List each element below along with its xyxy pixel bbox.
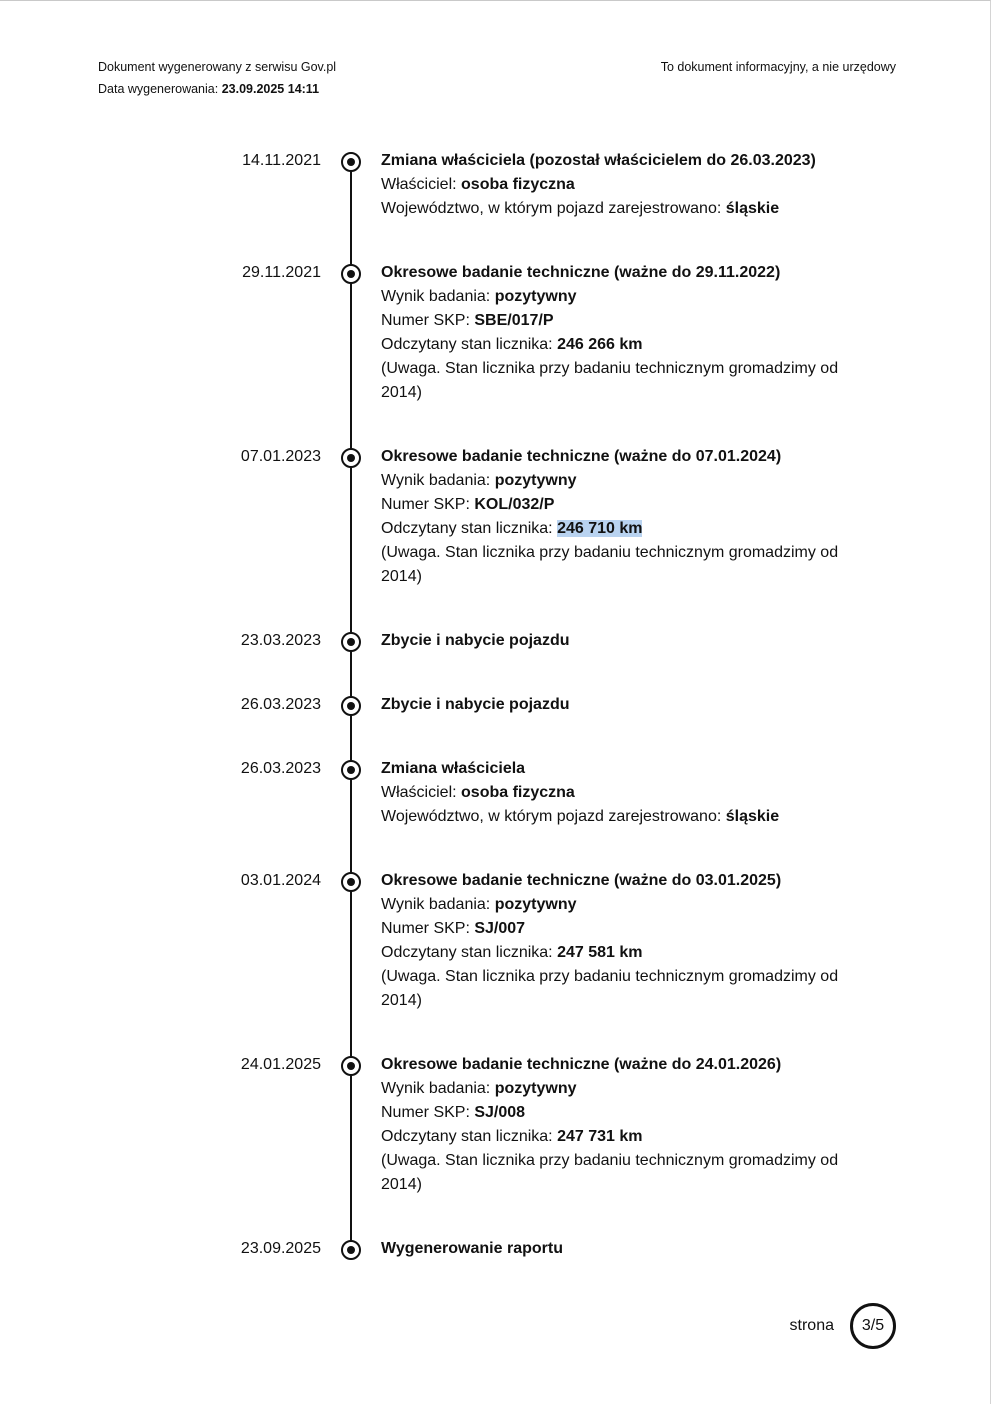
event-line-label: Wynik badania:	[381, 896, 495, 913]
page-footer	[790, 1302, 896, 1350]
event-line-label: Właściciel:	[381, 176, 462, 193]
event-content	[381, 149, 861, 221]
event-line-label: Numer SKP:	[381, 496, 475, 513]
header-disclaimer: To dokument informacyjny, a nie urzędowy	[660, 60, 896, 74]
event-line	[381, 469, 861, 493]
event-line	[381, 173, 861, 197]
event-line-value: śląskie	[725, 808, 780, 825]
event-line-value: osoba fizyczna	[461, 176, 575, 193]
event-line-value: SBE/017/P	[474, 312, 554, 329]
timeline-dot-icon	[341, 152, 361, 172]
page-number-badge	[850, 1303, 896, 1349]
odometer-value: 247 581 km	[557, 944, 643, 961]
event-line	[381, 781, 861, 805]
odometer-value: 246 266 km	[557, 336, 643, 353]
event-line	[381, 309, 861, 333]
event-line-value: osoba fizyczna	[461, 784, 575, 801]
page-number: 3/5	[861, 1317, 885, 1334]
timeline-dot-icon	[341, 632, 361, 652]
event-line-label: Wynik badania:	[381, 472, 495, 489]
event-line	[381, 1101, 861, 1125]
event-line-value: pozytywny	[494, 472, 577, 489]
event-line	[381, 893, 861, 917]
event-content	[381, 445, 861, 589]
event-note: (Uwaga. Stan licznika przy badaniu technicznym gromadzimy od 2014)	[381, 360, 839, 401]
event-line-label: Wynik badania:	[381, 288, 495, 305]
event-date: 03.01.2024	[240, 872, 321, 889]
event-note: (Uwaga. Stan licznika przy badaniu technicznym gromadzimy od 2014)	[381, 544, 839, 585]
event-title: Okresowe badanie techniczne (ważne do 03.01.2025)	[381, 872, 782, 889]
event-line-value: pozytywny	[494, 896, 577, 913]
event-line-label: Numer SKP:	[381, 312, 475, 329]
event-title: Okresowe badanie techniczne (ważne do 24.01.2026)	[381, 1056, 782, 1073]
event-line-label: Odczytany stan licznika:	[381, 1128, 558, 1145]
event-content	[381, 1237, 861, 1261]
event-line-label: Odczytany stan licznika:	[381, 336, 558, 353]
event-note: (Uwaga. Stan licznika przy badaniu technicznym gromadzimy od 2014)	[381, 1152, 839, 1193]
event-date: 14.11.2021	[242, 152, 321, 169]
event-line-value: pozytywny	[494, 288, 577, 305]
timeline-dot-icon	[341, 696, 361, 716]
event-title: Zbycie i nabycie pojazdu	[381, 696, 570, 713]
event-title: Zbycie i nabycie pojazdu	[381, 632, 570, 649]
event-line-label: Odczytany stan licznika:	[381, 520, 558, 537]
event-content	[381, 629, 861, 653]
event-line-value: śląskie	[725, 200, 780, 217]
timeline-dot-icon	[341, 872, 361, 892]
event-line	[381, 917, 861, 941]
event-content	[381, 757, 861, 829]
event-line-label: Odczytany stan licznika:	[381, 944, 558, 961]
event-line	[381, 941, 861, 965]
event-date: 23.09.2025	[240, 1240, 321, 1257]
event-date: 23.03.2023	[240, 632, 321, 649]
event-title: Okresowe badanie techniczne (ważne do 07.01.2024)	[381, 448, 782, 465]
event-line-value: pozytywny	[494, 1080, 577, 1097]
header-generated-value: 23.09.2025 14:11	[221, 82, 320, 96]
event-content	[381, 261, 861, 405]
event-line-label: Województwo, w którym pojazd zarejestrowano:	[381, 200, 726, 217]
event-date: 07.01.2023	[240, 448, 321, 465]
event-line-value: KOL/032/P	[474, 496, 555, 513]
event-title: Wygenerowanie raportu	[381, 1240, 563, 1257]
odometer-value-selected[interactable]: 246 710 km	[557, 520, 643, 537]
event-title: Zmiana właściciela	[381, 760, 526, 777]
event-line	[381, 805, 861, 829]
event-content	[381, 693, 861, 717]
event-line-label: Numer SKP:	[381, 1104, 475, 1121]
event-date: 24.01.2025	[240, 1056, 321, 1073]
odometer-value: 247 731 km	[557, 1128, 643, 1145]
event-title: Okresowe badanie techniczne (ważne do 29.11.2022)	[381, 264, 781, 281]
event-line	[381, 1077, 861, 1101]
event-content	[381, 869, 861, 1013]
event-line-value: SJ/007	[474, 920, 526, 937]
event-line-value: SJ/008	[474, 1104, 526, 1121]
event-content	[381, 1053, 861, 1197]
header-generated-label: Data wygenerowania:	[98, 82, 219, 96]
event-date: 29.11.2021	[242, 264, 321, 281]
event-title: Zmiana właściciela (pozostał właścicielem do 26.03.2023)	[381, 152, 816, 169]
page-label: strona	[789, 1317, 834, 1334]
event-line	[381, 493, 861, 517]
header-source: Dokument wygenerowany z serwisu Gov.pl	[98, 60, 337, 74]
event-line-label: Wynik badania:	[381, 1080, 495, 1097]
event-date: 26.03.2023	[240, 696, 321, 713]
event-line	[381, 333, 861, 357]
timeline-dot-icon	[341, 1056, 361, 1076]
event-line	[381, 517, 861, 541]
timeline-dot-icon	[341, 448, 361, 468]
timeline-dot-icon	[341, 1240, 361, 1260]
event-line-label: Numer SKP:	[381, 920, 475, 937]
timeline-dot-icon	[341, 760, 361, 780]
event-line	[381, 197, 861, 221]
event-line-label: Województwo, w którym pojazd zarejestrowano:	[381, 808, 726, 825]
event-note: (Uwaga. Stan licznika przy badaniu technicznym gromadzimy od 2014)	[381, 968, 839, 1009]
event-line	[381, 1125, 861, 1149]
event-date: 26.03.2023	[240, 760, 321, 777]
event-line	[381, 285, 861, 309]
event-line-label: Właściciel:	[381, 784, 462, 801]
timeline-dot-icon	[341, 264, 361, 284]
